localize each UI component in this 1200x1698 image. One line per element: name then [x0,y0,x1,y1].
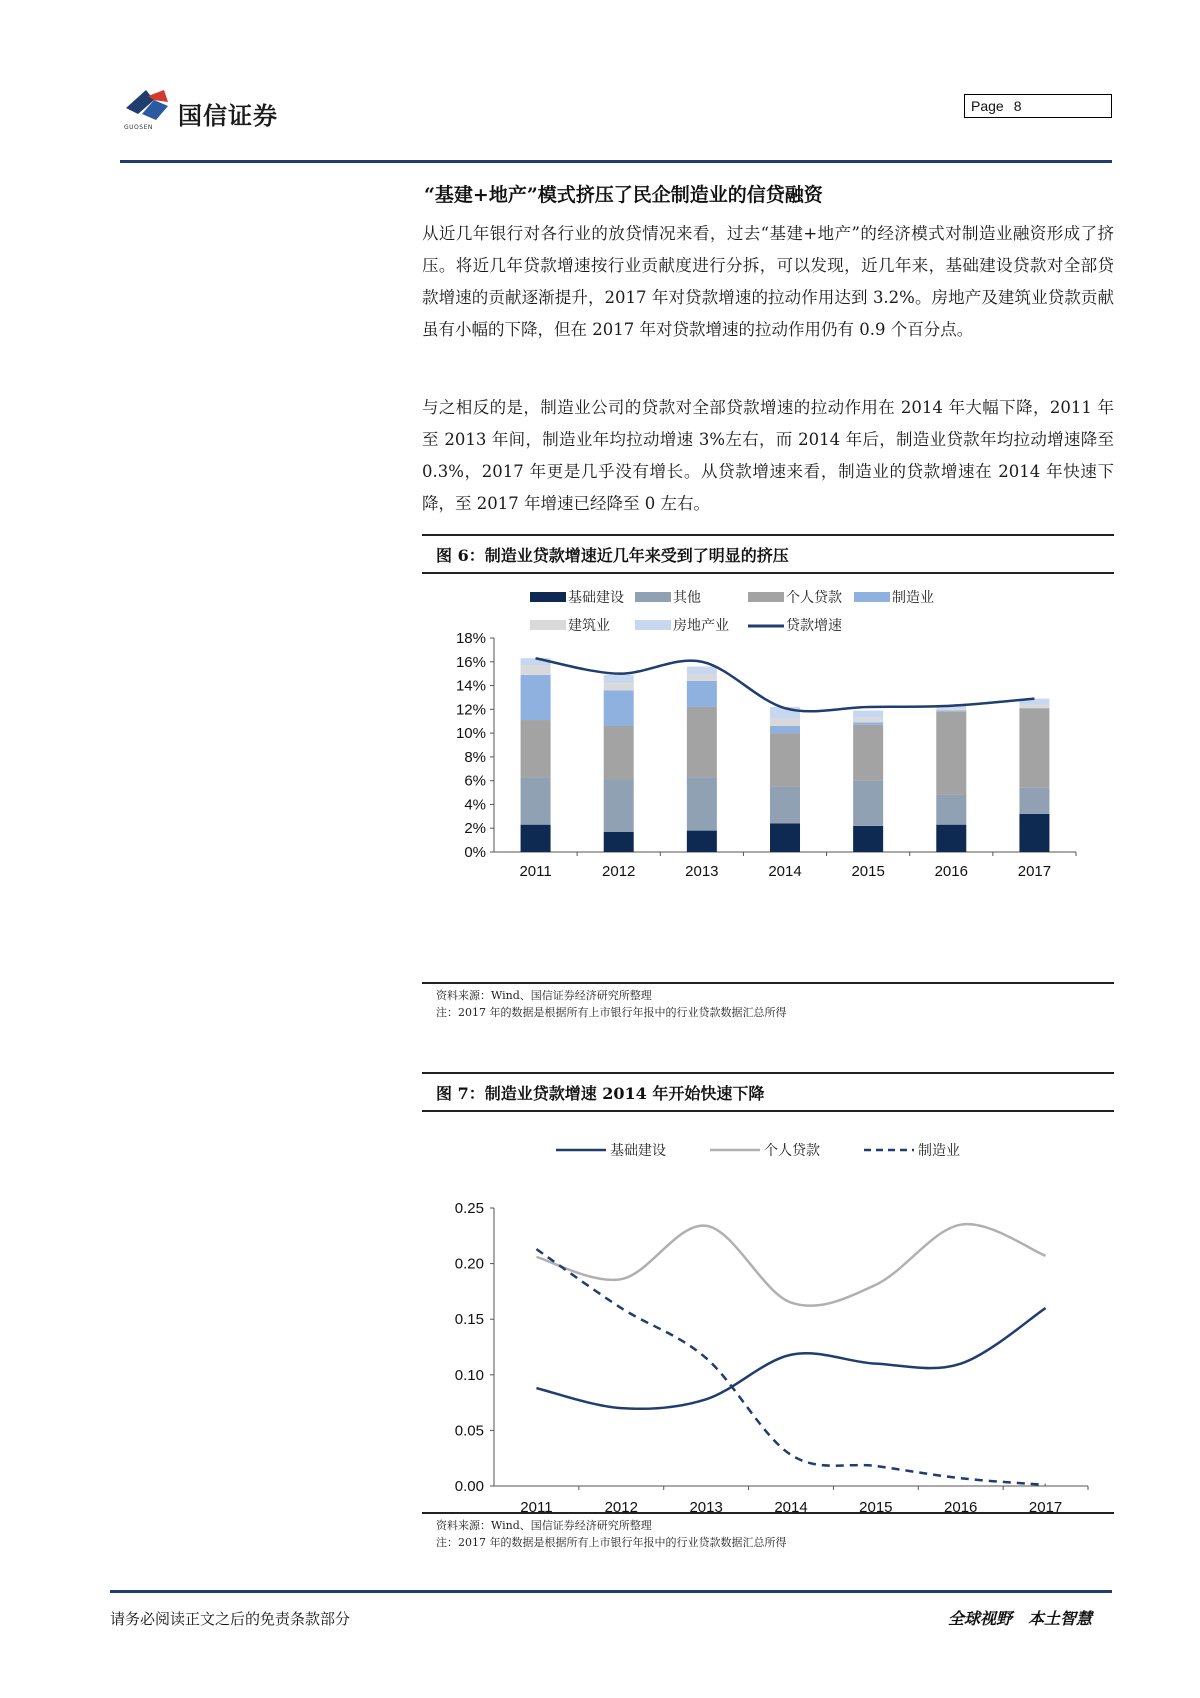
y-tick-label: 10% [455,725,486,743]
y-tick-label: 6% [464,772,486,790]
fig6-bottom-rule [422,982,1114,984]
legend-swatch-5 [530,620,566,630]
legend-label-1: 基础建设 [610,1143,666,1159]
footer-slogan: 全球视野 本土智慧 [948,1609,1093,1628]
bar-segment [604,675,634,683]
bar-segment [936,708,966,710]
bar-segment [770,787,800,824]
y-tick-label: 0.10 [454,1366,484,1384]
y-tick-label: 0.00 [454,1478,484,1495]
header-rule [120,160,1112,163]
legend-label-2: 其他 [673,590,701,606]
y-tick-label: 16% [455,653,486,671]
fig7-line-chart [422,1116,1114,1512]
bar-segment [1019,705,1049,709]
bar-segment [687,707,717,777]
y-tick-label: 0.05 [454,1422,484,1440]
logo-icon [124,88,172,122]
legend-label-4: 制造业 [892,590,934,606]
y-tick-label: 4% [464,796,486,814]
page-number: 8 [1013,98,1022,114]
fig7-source: 资料来源：Wind、国信证券经济研究所整理 [436,1519,652,1532]
fig7-note: 注：2017 年的数据是根据所有上市银行年报中的行业贷款数据汇总所得 [436,1536,787,1549]
legend-label-3: 个人贷款 [786,590,842,606]
y-tick-label: 2% [464,820,486,838]
fig6-title: 图 6：制造业贷款增速近几年来受到了明显的挤压 [436,546,789,565]
logo-text: 国信证券 [178,101,278,130]
bar-segment [770,733,800,787]
y-tick-label: 0.15 [454,1311,484,1329]
bar-segment [521,720,551,777]
bar-segment [770,719,800,726]
page-label: Page [971,98,1004,114]
x-tick-label: 2013 [685,863,719,880]
y-tick-label: 14% [455,677,486,695]
bar-segment [604,683,634,690]
bar-segment [1019,708,1049,788]
bar-segment [853,725,883,781]
y-tick-label: 18% [455,630,486,647]
legend-swatch-3 [748,592,784,602]
legend-swatch-1 [530,592,566,602]
bar-segment [604,779,634,831]
bar-segment [604,832,634,852]
bar-segment [521,665,551,675]
bar-segment [770,823,800,852]
bar-segment [853,711,883,718]
bar-segment [853,826,883,852]
x-tick-label: 2014 [774,1499,808,1512]
bar-segment [1019,814,1049,852]
legend-label-1: 基础建设 [568,590,624,606]
y-tick-label: 8% [464,748,486,766]
x-tick-label: 2015 [859,1499,893,1512]
x-tick-label: 2015 [851,863,885,880]
fig6-note: 注：2017 年的数据是根据所有上市银行年报中的行业贷款数据汇总所得 [436,1006,787,1019]
x-tick-label: 2012 [602,863,636,880]
paragraph-2: 与之相反的是，制造业公司的贷款对全部贷款增速的拉动作用在 2014 年大幅下降，2011 年至 2013 年间，制造业年均拉动增速 3%左右，而 2014 年后，制造业贷款年均拉动增速降至 0.3%，2017 年更是几乎没有增长。从贷款增速来看，制造业的贷款增速在 2014 年快速下降，至 2017 年增速已经降至 0 左右。 [422,398,1114,513]
fig6-title-rule [422,572,1114,574]
y-tick-label: 0% [464,844,486,861]
page-indicator [964,94,1112,118]
x-tick-label: 2016 [934,863,968,880]
legend-label-2: 个人贷款 [764,1143,820,1159]
bar-segment [936,712,966,795]
bar-segment [936,795,966,825]
x-tick-label: 2016 [944,1499,978,1512]
bar-segment [687,675,717,681]
fig7-title-rule [422,1110,1114,1112]
bar-segment [521,825,551,852]
bar-segment [1019,788,1049,814]
legend-label-5: 建筑业 [568,618,610,634]
x-tick-label: 2017 [1028,1499,1063,1512]
y-tick-label: 12% [455,701,486,719]
legend-label-6: 房地产业 [673,618,729,634]
footer-rule [110,1590,1112,1593]
fig7-top-rule [422,1072,1114,1074]
x-tick-label: 2011 [519,863,552,880]
footer-disclaimer: 请务必阅读正文之后的免责条款部分 [110,1610,351,1628]
bar-segment [853,781,883,826]
bar-segment [521,777,551,825]
bar-segment [687,681,717,707]
bar-segment [604,726,634,780]
y-tick-label: 0.20 [454,1255,484,1273]
logo-subtitle: GUOSEN [124,124,153,131]
paragraph-1: 从近几年银行对各行业的放贷情况来看，过去“基建+地产”的经济模式对制造业融资形成了挤压。将近几年贷款增速按行业贡献度进行分拆，可以发现，近几年来，基础建设贷款对全部贷款增速的贡献逐渐提升，2017 年对贷款增速的拉动作用达到 3.2%。房地产及建筑业贷款贡献虽有小幅的下降，但在 2017 年对贷款增速的拉动作用仍有 0.9 个百分点。 [422,224,1114,339]
legend-swatch-6 [635,620,671,630]
series-line-2 [536,1224,1045,1306]
bar-segment [687,777,717,831]
section-title: “基建+地产”模式挤压了民企制造业的信贷融资 [424,184,823,206]
x-tick-label: 2014 [768,863,802,880]
fig6-source: 资料来源：Wind、国信证券经济研究所整理 [436,989,652,1002]
legend-label-line: 贷款增速 [786,618,842,634]
bar-segment [936,825,966,852]
bar-segment [521,675,551,720]
bar-segment [687,831,717,852]
bar-segment [604,690,634,726]
bar-segment [687,667,717,675]
fig6-top-rule [422,534,1114,536]
bar-segment [936,711,966,712]
x-tick-label: 2017 [1017,863,1052,880]
y-tick-label: 0.25 [454,1200,484,1217]
series-line-3 [536,1249,1045,1485]
legend-swatch-2 [635,592,671,602]
legend-swatch-4 [854,592,890,602]
bar-segment [770,726,800,733]
x-tick-label: 2011 [520,1499,553,1512]
legend-label-3: 制造业 [918,1143,960,1159]
x-tick-label: 2013 [689,1499,723,1512]
bar-segment [853,722,883,724]
fig7-bottom-rule [422,1512,1114,1514]
series-line-1 [536,1308,1045,1409]
fig7-title: 图 7：制造业贷款增速 2014 年开始快速下降 [436,1084,765,1103]
fig6-stacked-bar-chart [422,580,1114,980]
x-tick-label: 2012 [604,1499,638,1512]
bar-segment [853,718,883,723]
